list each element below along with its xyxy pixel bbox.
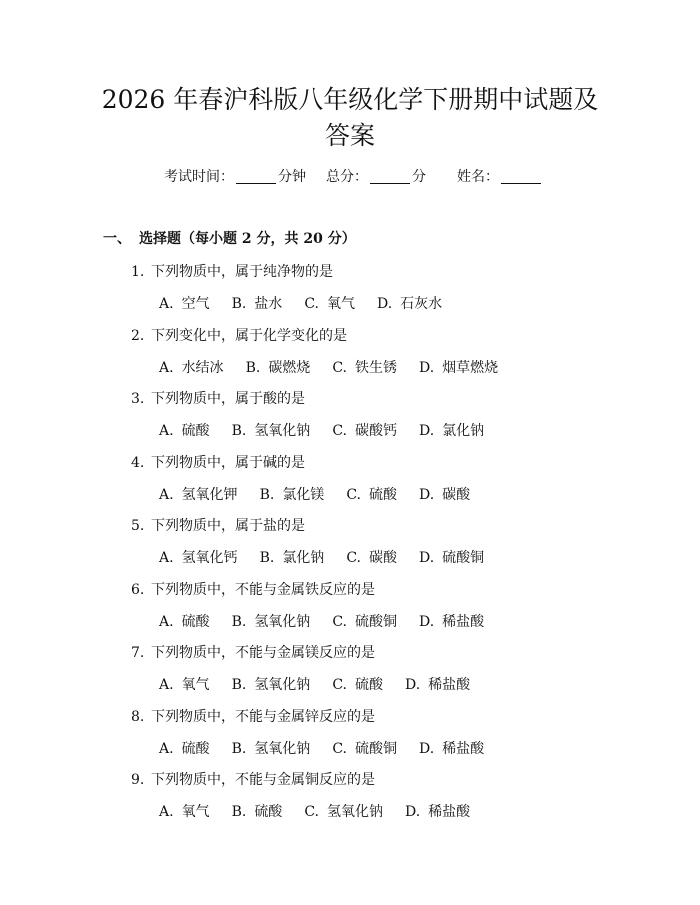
option-text: 硫酸 — [181, 740, 210, 757]
option-a — [159, 739, 210, 759]
question-5-options — [159, 548, 506, 568]
exam-time-label: 考试时间： — [164, 169, 234, 185]
question-text: 下列物质中，不能与金属铁反应的是 — [151, 581, 375, 598]
option-letter: A. — [159, 677, 174, 693]
question-8-options — [159, 739, 506, 759]
option-d — [419, 548, 484, 568]
option-letter: D. — [404, 804, 421, 820]
option-letter: A. — [159, 359, 174, 376]
option-letter: B. — [231, 804, 247, 820]
option-c — [346, 485, 397, 505]
option-letter: D. — [418, 359, 435, 376]
option-d — [419, 358, 498, 378]
question-4-options — [159, 485, 492, 505]
option-text: 碳酸钙 — [354, 423, 397, 439]
total-score-unit: 分 — [412, 169, 426, 185]
option-d — [377, 294, 442, 314]
question-text: 下列物质中，属于纯净物的是 — [151, 264, 333, 280]
question-text: 下列物质中，不能与金属镁反应的是 — [151, 645, 375, 661]
option-letter: D. — [376, 296, 393, 312]
option-d — [405, 675, 470, 695]
option-b — [232, 675, 311, 695]
option-letter: D. — [404, 677, 421, 693]
question-number: 6. — [131, 581, 145, 598]
section-number: 一、 — [103, 231, 131, 247]
option-b — [260, 485, 325, 505]
option-letter: B. — [231, 740, 247, 757]
option-d — [419, 485, 470, 505]
question-5 — [131, 516, 305, 536]
option-letter: D. — [418, 613, 435, 630]
question-number: 2. — [131, 327, 145, 344]
total-score-blank — [370, 169, 410, 184]
option-letter: C. — [346, 486, 361, 503]
option-letter: B. — [231, 296, 247, 312]
question-2-options — [159, 358, 520, 378]
question-number: 4. — [131, 454, 145, 471]
option-d — [419, 739, 484, 759]
option-c — [332, 675, 383, 695]
option-c — [346, 548, 397, 568]
option-b — [232, 802, 283, 822]
option-text: 稀盐酸 — [442, 613, 485, 630]
option-text: 硫酸 — [181, 613, 210, 630]
question-text: 下列物质中，不能与金属铜反应的是 — [151, 772, 375, 788]
option-text: 硫酸铜 — [354, 740, 397, 757]
option-text: 烟草燃烧 — [442, 359, 499, 376]
question-8 — [131, 707, 375, 727]
option-a — [159, 612, 210, 632]
option-letter: B. — [231, 677, 247, 693]
option-letter: C. — [332, 677, 347, 693]
option-d — [419, 612, 484, 632]
option-text: 石灰水 — [400, 296, 443, 312]
section-heading — [103, 229, 356, 249]
option-text: 稀盐酸 — [428, 677, 471, 693]
option-text: 氢氧化钠 — [254, 740, 311, 757]
option-letter: B. — [245, 359, 261, 376]
option-a — [159, 802, 210, 822]
option-letter: B. — [231, 613, 247, 630]
option-text: 空气 — [181, 296, 210, 312]
option-c — [304, 294, 355, 314]
option-text: 盐水 — [254, 296, 283, 312]
option-letter: C. — [332, 359, 347, 376]
question-7-options — [159, 675, 492, 695]
question-1 — [131, 262, 333, 282]
option-b — [260, 548, 325, 568]
option-text: 碳燃烧 — [268, 359, 311, 376]
option-a — [159, 548, 238, 568]
name-label: 姓名： — [457, 169, 499, 185]
option-text: 氯化钠 — [442, 423, 485, 439]
name-blank — [501, 169, 541, 184]
option-b — [246, 358, 311, 378]
option-text: 硫酸 — [254, 804, 283, 820]
option-letter: C. — [332, 423, 347, 439]
option-b — [232, 294, 283, 314]
page-title-line-1: 2026 年春沪科版八年级化学下册期中试题及 — [101, 85, 599, 114]
question-number: 7. — [131, 645, 145, 661]
question-3 — [131, 389, 305, 409]
option-letter: A. — [159, 740, 174, 757]
option-letter: A. — [159, 804, 174, 820]
option-b — [232, 739, 311, 759]
option-letter: B. — [259, 550, 275, 566]
option-letter: A. — [159, 613, 174, 630]
exam-time-unit: 分钟 — [278, 169, 306, 185]
option-letter: D. — [418, 550, 435, 566]
option-letter: D. — [418, 740, 435, 757]
question-number: 3. — [131, 391, 145, 407]
question-number: 8. — [131, 708, 145, 725]
option-text: 硫酸铜 — [442, 550, 485, 566]
option-text: 氯化钠 — [282, 550, 325, 566]
question-text: 下列物质中，属于酸的是 — [151, 391, 305, 407]
question-9 — [131, 770, 375, 790]
option-letter: C. — [304, 804, 319, 820]
option-c — [332, 358, 397, 378]
option-b — [232, 612, 311, 632]
option-letter: C. — [332, 613, 347, 630]
option-text: 氢氧化钠 — [254, 677, 311, 693]
question-number: 9. — [131, 772, 145, 788]
question-text: 下列变化中，属于化学变化的是 — [151, 327, 347, 344]
option-letter: C. — [346, 550, 361, 566]
option-letter: A. — [159, 296, 174, 312]
option-text: 碳酸 — [368, 550, 397, 566]
option-text: 硫酸铜 — [354, 613, 397, 630]
option-a — [159, 675, 210, 695]
option-c — [332, 739, 397, 759]
option-text: 氢氧化钠 — [254, 423, 311, 439]
option-text: 氧气 — [181, 677, 210, 693]
total-score-label: 总分： — [326, 169, 368, 185]
question-6-options — [159, 612, 506, 632]
option-letter: D. — [418, 423, 435, 439]
option-a — [159, 421, 210, 441]
question-number: 1. — [131, 264, 145, 280]
option-text: 氧气 — [181, 804, 210, 820]
option-letter: D. — [418, 486, 435, 503]
option-letter: A. — [159, 423, 174, 439]
question-text: 下列物质中，属于碱的是 — [151, 454, 305, 471]
question-text: 下列物质中，不能与金属锌反应的是 — [151, 708, 375, 725]
option-text: 氯化镁 — [282, 486, 325, 503]
page-title-line-2: 答案 — [324, 121, 375, 150]
option-text: 硫酸 — [368, 486, 397, 503]
option-c — [332, 421, 397, 441]
option-letter: B. — [231, 423, 247, 439]
option-letter: C. — [304, 296, 319, 312]
question-number: 5. — [131, 518, 145, 534]
exam-time-blank — [236, 169, 276, 184]
option-c — [332, 612, 397, 632]
option-d — [419, 421, 484, 441]
option-text: 氧气 — [326, 296, 355, 312]
section-title: 选择题（每小题 2 分，共 20 分） — [139, 231, 356, 247]
question-text: 下列物质中，属于盐的是 — [151, 518, 305, 534]
question-3-options — [159, 421, 506, 441]
option-text: 稀盐酸 — [428, 804, 471, 820]
option-letter: B. — [259, 486, 275, 503]
option-text: 氢氧化钙 — [181, 550, 238, 566]
option-c — [304, 802, 383, 822]
question-9-options — [159, 802, 492, 822]
option-text: 碳酸 — [442, 486, 471, 503]
option-a — [159, 294, 210, 314]
option-letter: A. — [159, 550, 174, 566]
option-text: 硫酸 — [354, 677, 383, 693]
question-6 — [131, 580, 375, 600]
question-2 — [131, 326, 347, 346]
option-text: 铁生锈 — [354, 359, 397, 376]
question-7 — [131, 643, 375, 663]
option-text: 稀盐酸 — [442, 740, 485, 757]
option-text: 氢氧化钠 — [326, 804, 383, 820]
option-text: 水结冰 — [181, 359, 224, 376]
option-d — [405, 802, 470, 822]
option-a — [159, 358, 224, 378]
option-letter: C. — [332, 740, 347, 757]
option-text: 硫酸 — [181, 423, 210, 439]
question-4 — [131, 453, 305, 473]
exam-time-field — [164, 167, 306, 187]
name-field — [457, 167, 543, 187]
option-b — [232, 421, 311, 441]
total-score-field — [326, 167, 426, 187]
question-1-options — [159, 294, 464, 314]
option-letter: A. — [159, 486, 174, 503]
option-a — [159, 485, 238, 505]
option-text: 氢氧化钠 — [254, 613, 311, 630]
option-text: 氢氧化钾 — [181, 486, 238, 503]
